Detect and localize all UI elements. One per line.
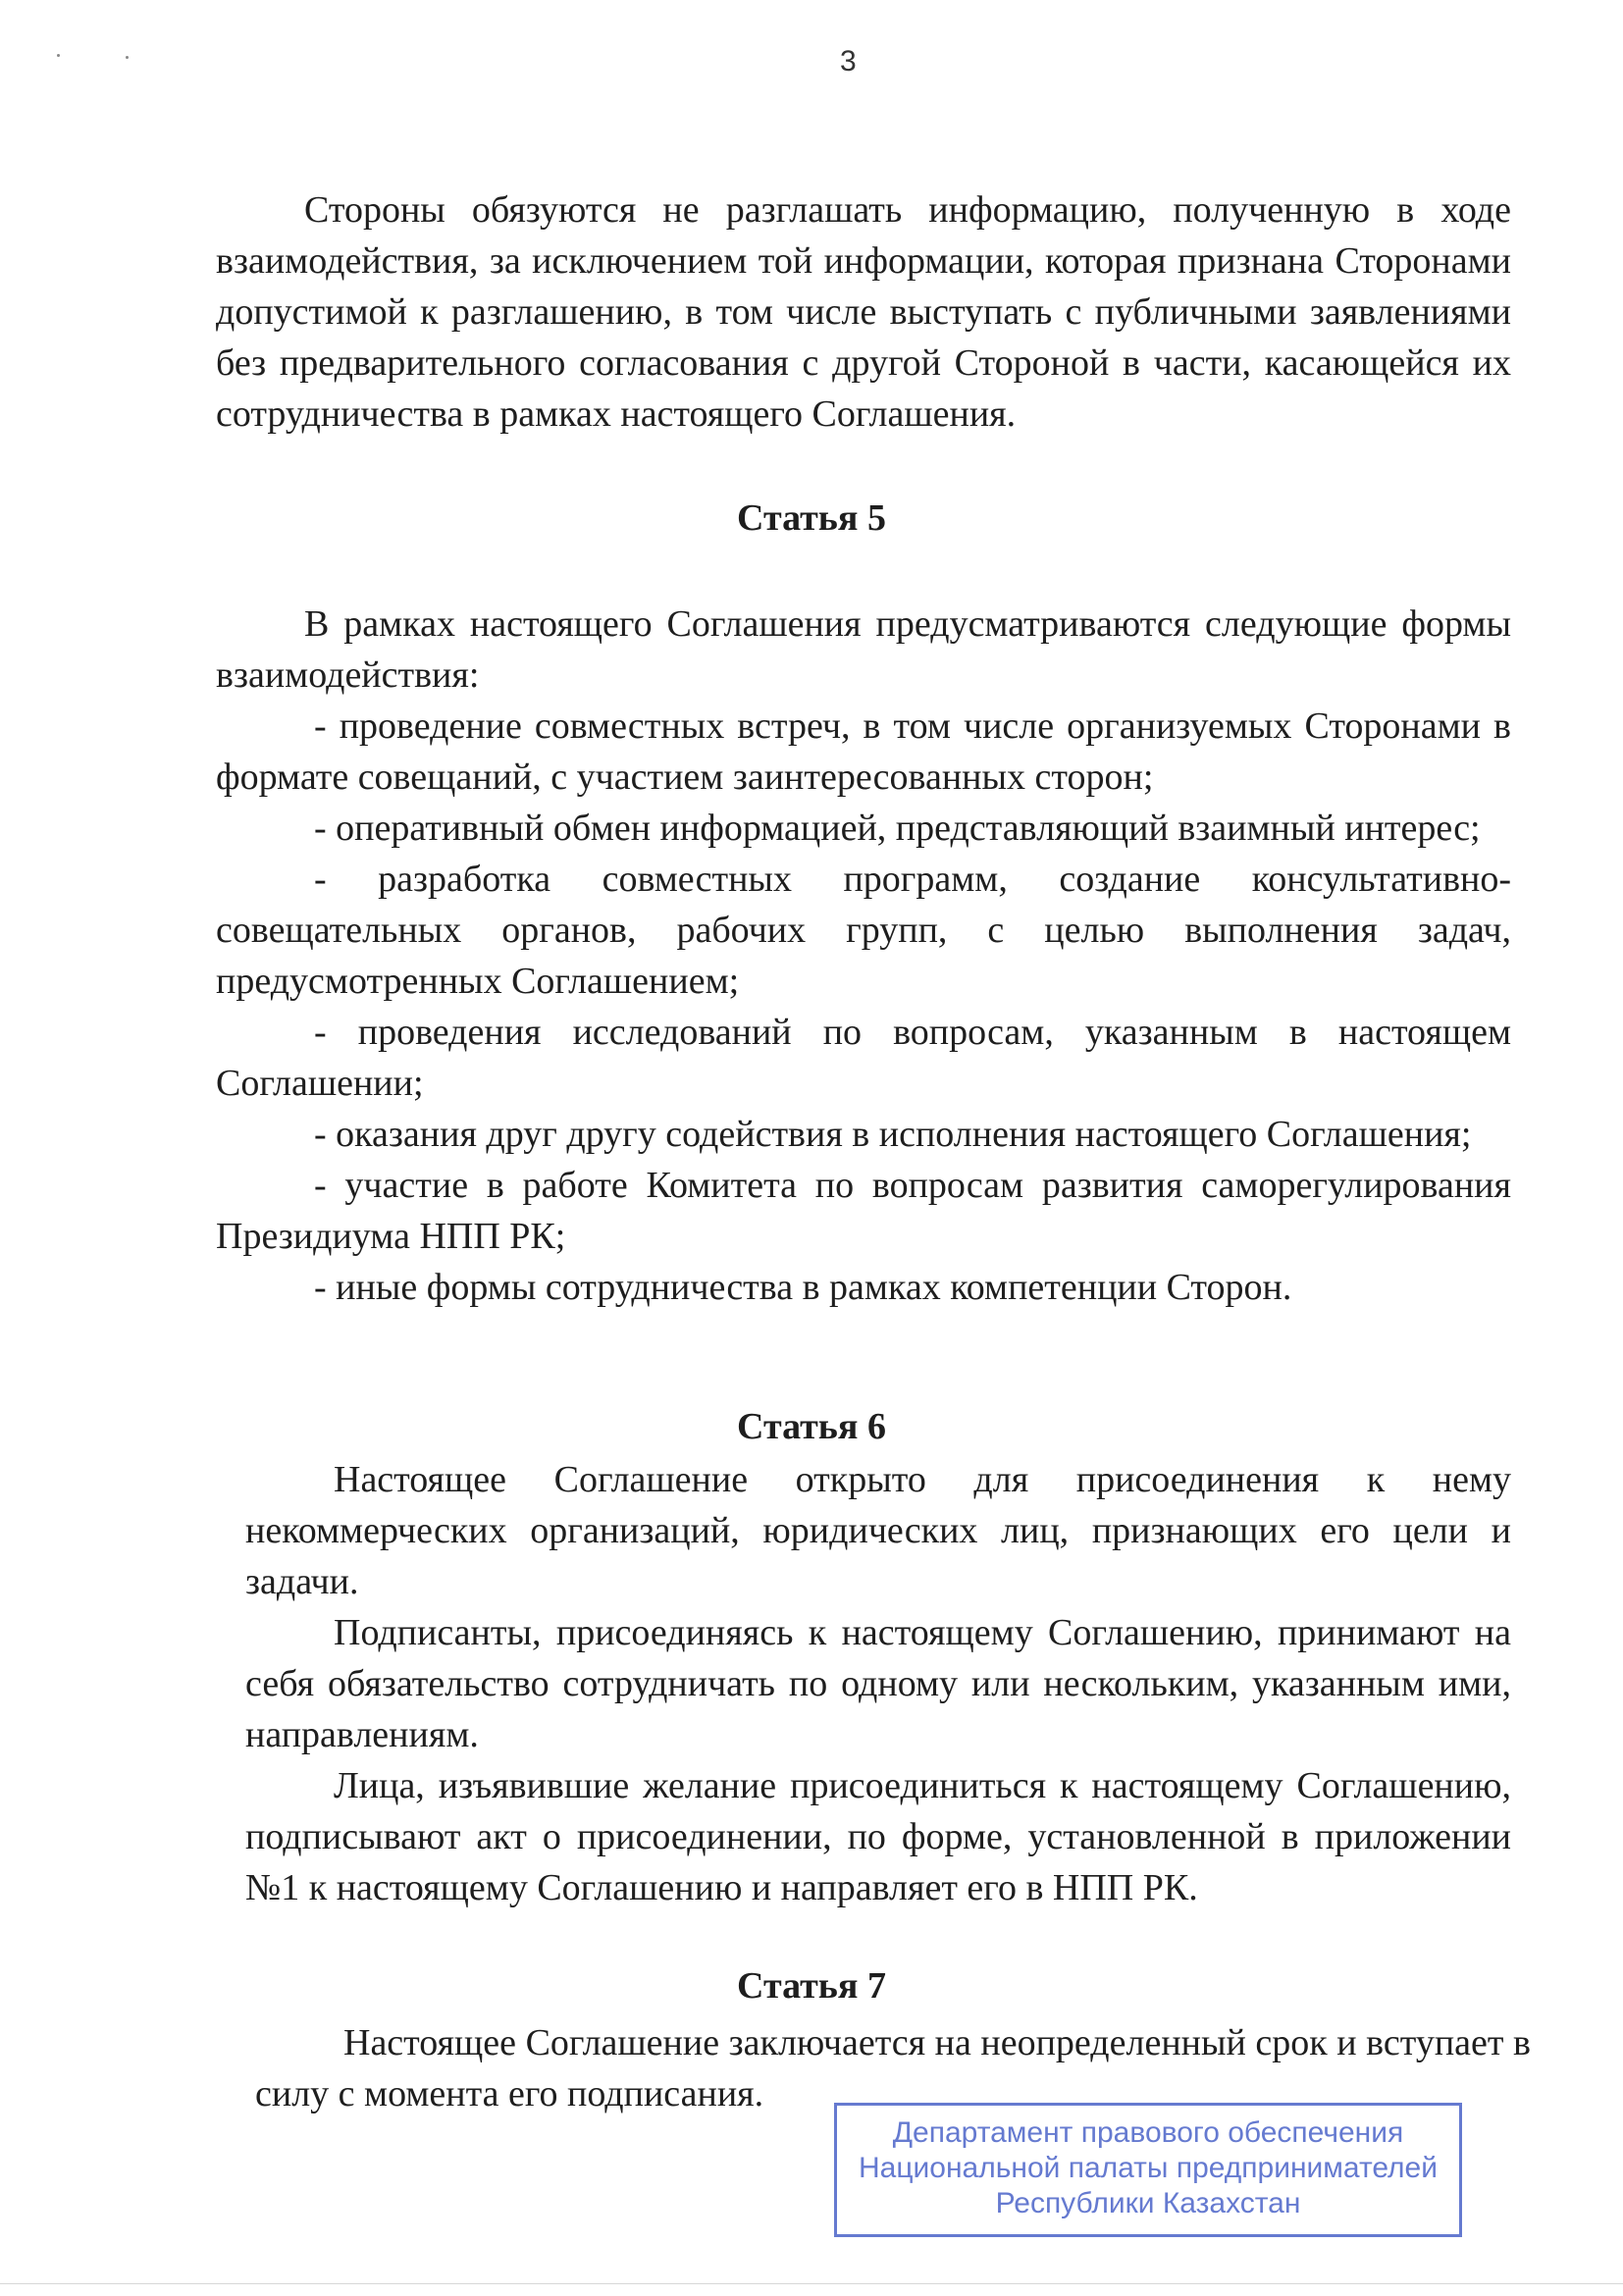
article-5-item: - участие в работе Комитета по вопросам развития саморегулирования Президиума НПП РК; bbox=[216, 1165, 1511, 1257]
intro-paragraph-block bbox=[216, 184, 1511, 440]
article-6-heading: Статья 6 bbox=[737, 1406, 886, 1447]
article-6-paragraph: Подписанты, присоединяясь к настоящему Соглашению, принимают на себя обязательство сотрудничать по одному или нескольким, указанным ими, направлениям. bbox=[245, 1612, 1511, 1755]
page-number: 3 bbox=[840, 45, 857, 78]
article-5-item: - иные формы сотрудничества в рамках компетенции Сторон. bbox=[314, 1267, 1292, 1308]
stamp-line: Национальной палаты предпринимателей bbox=[859, 2152, 1438, 2184]
department-stamp bbox=[834, 2103, 1462, 2237]
intro-paragraph: Стороны обязуются не разглашать информацию, полученную в ходе взаимодействия, за исключением той информации, которая признана Сторонами допустимой к разглашению, в том числе выступать с публичными заявлениями без предварительного согласования с другой Стороной в части, касающейся их сотрудничества в рамках настоящего Соглашения. bbox=[216, 189, 1511, 435]
stamp-line: Республики Казахстан bbox=[995, 2187, 1301, 2219]
article-7-heading: Статья 7 bbox=[737, 1965, 886, 2007]
article-5-heading: Статья 5 bbox=[737, 497, 886, 539]
article-5-item: - проведения исследований по вопросам, указанным в настоящем Соглашении; bbox=[216, 1012, 1511, 1104]
article-5-lead: В рамках настоящего Соглашения предусматриваются следующие формы взаимодействия: bbox=[216, 603, 1511, 696]
scan-speck bbox=[57, 54, 60, 57]
article-6-paragraph: Лица, изъявившие желание присоединиться к настоящему Соглашению, подписывают акт о присоединении, по форме, установленной в приложении №1 к настоящему Соглашению и направляет его в НПП РК. bbox=[245, 1765, 1511, 1908]
article-5-item: - разработка совместных программ, создание консультативно-совещательных органов, рабочих групп, с целью выполнения задач, предусмотренных Соглашением; bbox=[216, 859, 1511, 1002]
article-5-body bbox=[216, 599, 1511, 1313]
article-7-paragraph: Настоящее Соглашение заключается на неопределенный срок и вступает в силу с момента его подписания. bbox=[255, 2022, 1531, 2114]
article-6-body bbox=[245, 1454, 1511, 1913]
article-5-item: - оперативный обмен информацией, представляющий взаимный интерес; bbox=[314, 808, 1481, 849]
stamp-line: Департамент правового обеспечения bbox=[892, 2116, 1404, 2149]
article-5-item: - проведение совместных встреч, в том числе организуемых Сторонами в формате совещаний, с участием заинтересованных сторон; bbox=[216, 705, 1511, 798]
scan-speck bbox=[126, 56, 129, 59]
scan-edge-line bbox=[0, 2283, 1623, 2284]
article-5-item: - оказания друг другу содействия в исполнения настоящего Соглашения; bbox=[314, 1114, 1472, 1155]
article-6-paragraph: Настоящее Соглашение открыто для присоединения к нему некоммерческих организаций, юридических лиц, признающих его цели и задачи. bbox=[245, 1459, 1511, 1602]
